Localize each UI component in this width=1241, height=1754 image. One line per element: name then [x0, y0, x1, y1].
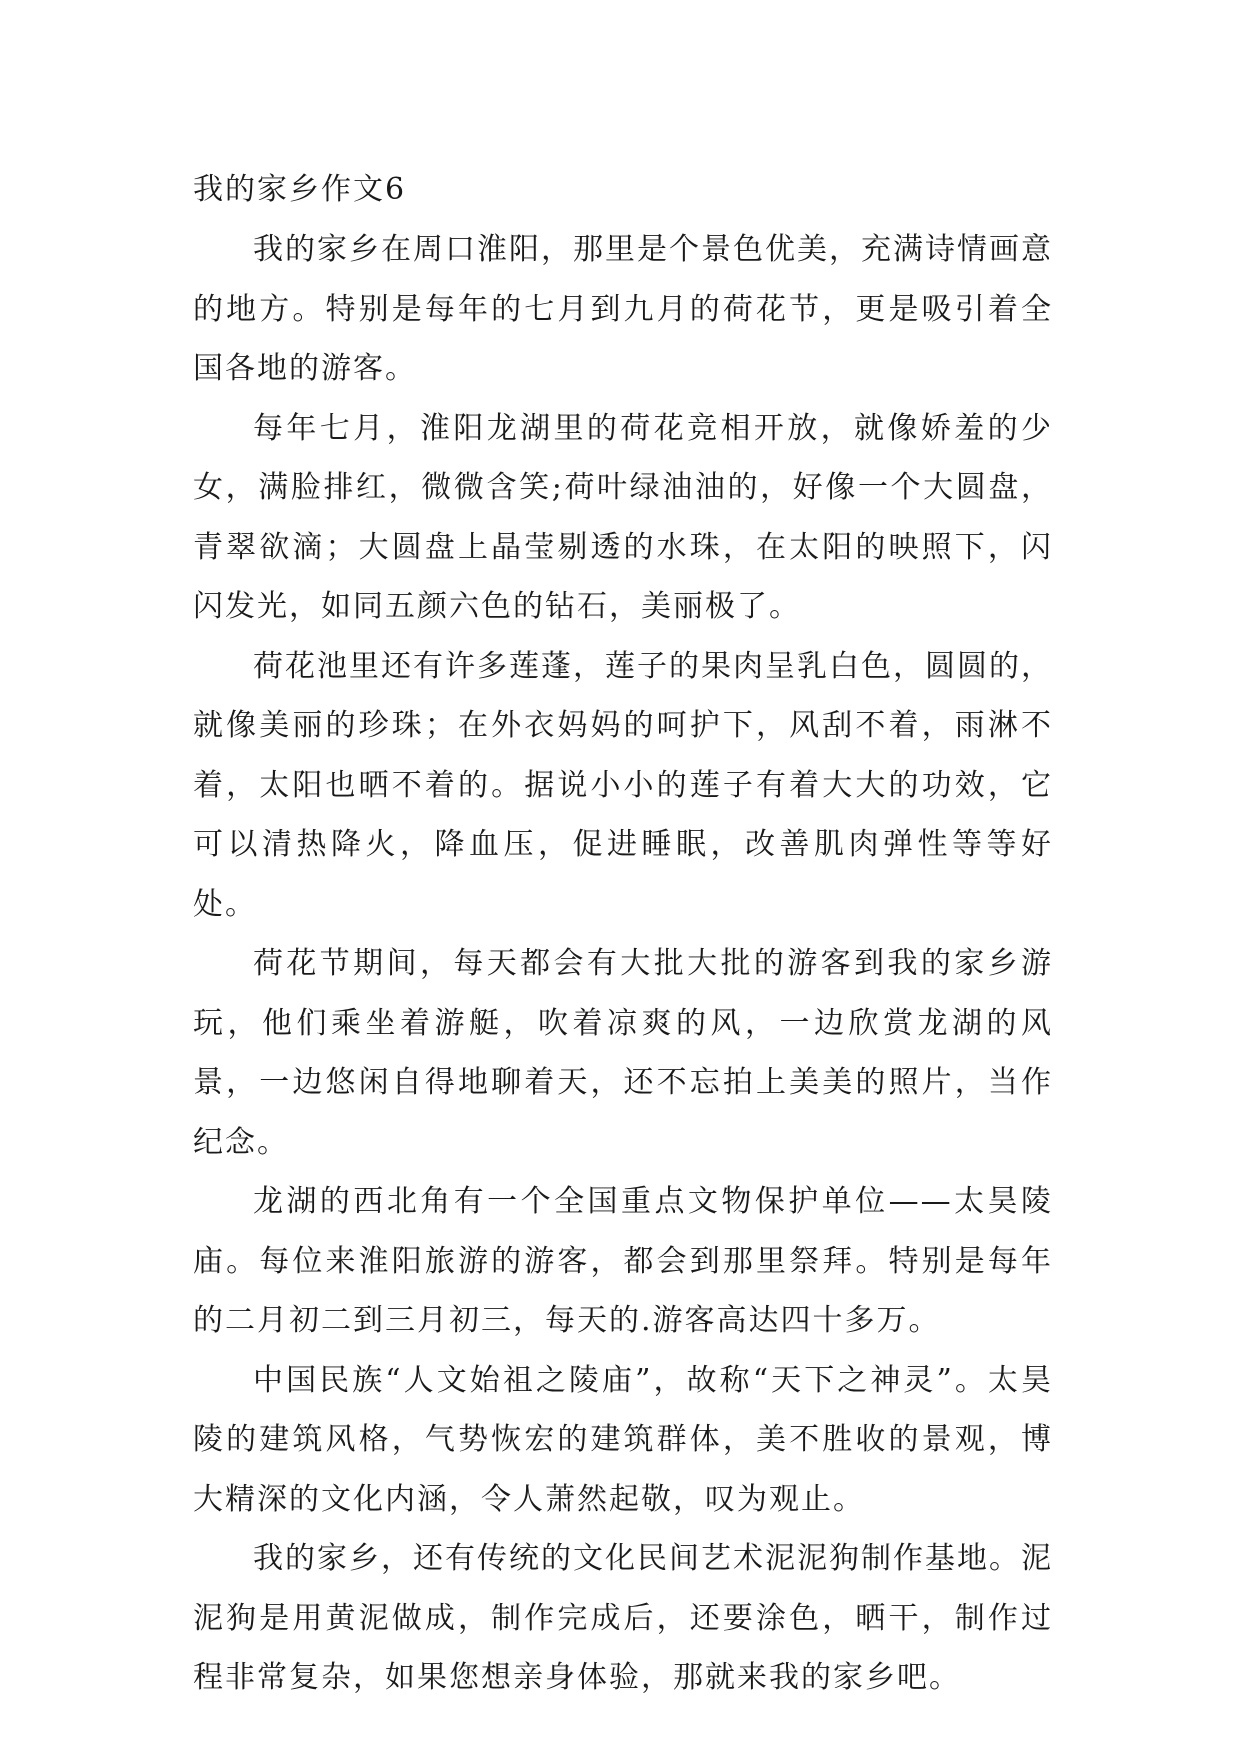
paragraph-4: 荷花节期间，每天都会有大批大批的游客到我的家乡游玩，他们乘坐着游艇，吹着凉爽的风，一边欣赏龙湖的风景，一边悠闲自得地聊着天，还不忘拍上美美的照片，当作纪念。 — [193, 946, 1053, 1160]
paragraph-5: 龙湖的西北角有一个全国重点文物保护单位——太昊陵庙。每位来淮阳旅游的游客，都会到那里祭拜。特别是每年的二月初二到三月初三，每天的.游客高达四十多万。 — [193, 1184, 1053, 1338]
paragraph-1: 我的家乡在周口淮阳，那里是个景色优美，充满诗情画意的地方。特别是每年的七月到九月的荷花节，更是吸引着全国各地的游客。 — [193, 232, 1053, 386]
document-body — [193, 160, 1053, 1708]
paragraph-2: 每年七月，淮阳龙湖里的荷花竞相开放，就像娇羞的少女，满脸排红，微微含笑;荷叶绿油油的，好像一个大圆盘，青翠欲滴；大圆盘上晶莹剔透的水珠，在太阳的映照下，闪闪发光，如同五颜六色的钻石，美丽极了。 — [193, 410, 1053, 624]
paragraph-6: 中国民族“人文始祖之陵庙”，故称“天下之神灵”。太昊陵的建筑风格，气势恢宏的建筑群体，美不胜收的景观，博大精深的文化内涵，令人萧然起敬，叹为观止。 — [193, 1362, 1053, 1517]
document-title: 我的家乡作文6 — [193, 172, 407, 207]
paragraph-3: 荷花池里还有许多莲蓬，莲子的果肉呈乳白色，圆圆的，就像美丽的珍珠；在外衣妈妈的呵护下，风刮不着，雨淋不着，太阳也晒不着的。据说小小的莲子有着大大的功效，它可以清热降火，降血压，促进睡眠，改善肌肉弹性等等好处。 — [193, 648, 1053, 922]
paragraph-7: 我的家乡，还有传统的文化民间艺术泥泥狗制作基地。泥泥狗是用黄泥做成，制作完成后，还要涂色，晒干，制作过程非常复杂，如果您想亲身体验，那就来我的家乡吧。 — [193, 1541, 1053, 1695]
